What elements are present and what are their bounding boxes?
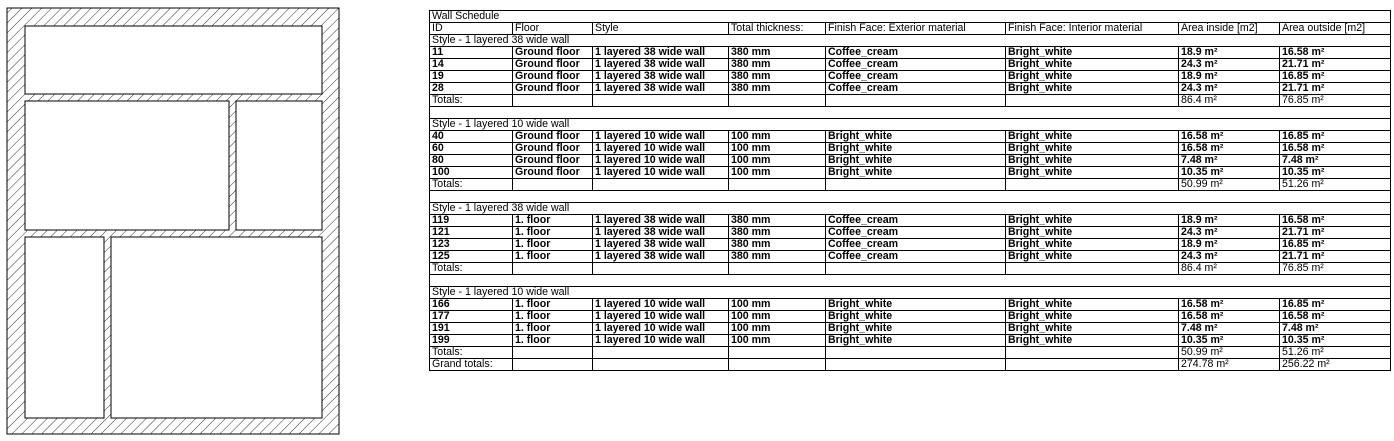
- table-cell: 16.85 m²: [1280, 71, 1391, 83]
- totals-cell: [513, 263, 593, 275]
- spacer-cell: [430, 275, 1391, 287]
- table-cell: Coffee_cream: [826, 83, 1006, 95]
- table-cell: Bright_white: [1006, 59, 1179, 71]
- table-cell: Bright_white: [826, 155, 1006, 167]
- totals-cell: [593, 263, 729, 275]
- table-cell: 380 mm: [729, 251, 826, 263]
- table-cell: Ground floor: [513, 167, 593, 179]
- table-cell: 380 mm: [729, 83, 826, 95]
- group-label: Style - 1 layered 38 wide wall: [430, 203, 1391, 215]
- table-cell: 1. floor: [513, 299, 593, 311]
- table-row: [430, 71, 1391, 83]
- table-cell: 1 layered 38 wide wall: [593, 47, 729, 59]
- totals-cell: [513, 179, 593, 191]
- table-cell: 191: [430, 323, 513, 335]
- table-cell: 1. floor: [513, 311, 593, 323]
- table-cell: Bright_white: [826, 335, 1006, 347]
- totals-row: [430, 347, 1391, 359]
- table-cell: 1. floor: [513, 251, 593, 263]
- grand-totals-cell: [826, 359, 1006, 371]
- table-cell: 60: [430, 143, 513, 155]
- table-cell: 16.85 m²: [1280, 239, 1391, 251]
- table-cell: Bright_white: [826, 143, 1006, 155]
- table-cell: Bright_white: [1006, 167, 1179, 179]
- table-cell: 100 mm: [729, 167, 826, 179]
- table-row: [430, 323, 1391, 335]
- table-cell: 1 layered 10 wide wall: [593, 311, 729, 323]
- table-cell: 1 layered 38 wide wall: [593, 251, 729, 263]
- table-cell: Bright_white: [826, 311, 1006, 323]
- totals-cell: [826, 347, 1006, 359]
- grand-totals-cell: Grand totals:: [430, 359, 513, 371]
- table-row: [430, 143, 1391, 155]
- table-cell: Bright_white: [1006, 131, 1179, 143]
- table-cell: 1. floor: [513, 227, 593, 239]
- floor-plan-drawing: [0, 0, 345, 441]
- group-header-row: [430, 35, 1391, 47]
- table-row: [430, 215, 1391, 227]
- table-cell: Ground floor: [513, 83, 593, 95]
- table-cell: 28: [430, 83, 513, 95]
- grand-totals-row: [430, 359, 1391, 371]
- table-cell: Bright_white: [826, 323, 1006, 335]
- table-cell: 380 mm: [729, 239, 826, 251]
- table-cell: Bright_white: [1006, 83, 1179, 95]
- header-row: [430, 23, 1391, 35]
- totals-cell: [1006, 347, 1179, 359]
- table-row: [430, 311, 1391, 323]
- table-cell: 100 mm: [729, 335, 826, 347]
- table-cell: Bright_white: [1006, 71, 1179, 83]
- totals-cell: [1006, 263, 1179, 275]
- table-cell: Bright_white: [826, 131, 1006, 143]
- table-cell: Ground floor: [513, 143, 593, 155]
- table-cell: 1 layered 38 wide wall: [593, 59, 729, 71]
- table-cell: 1 layered 10 wide wall: [593, 143, 729, 155]
- grand-totals-cell: [513, 359, 593, 371]
- table-row: [430, 59, 1391, 71]
- group-header-row: [430, 119, 1391, 131]
- table-cell: 7.48 m²: [1280, 155, 1391, 167]
- group-label: Style - 1 layered 38 wide wall: [430, 35, 1391, 47]
- totals-cell: 76.85 m²: [1280, 95, 1391, 107]
- column-header: Finish Face: Exterior material: [826, 23, 1006, 35]
- table-cell: 1. floor: [513, 215, 593, 227]
- table-cell: 21.71 m²: [1280, 227, 1391, 239]
- totals-cell: [513, 347, 593, 359]
- table-cell: Ground floor: [513, 71, 593, 83]
- room-bottom-left: [25, 237, 104, 418]
- totals-cell: [593, 179, 729, 191]
- totals-cell: [1006, 179, 1179, 191]
- column-header: Area outside [m2]: [1280, 23, 1391, 35]
- table-cell: 1 layered 10 wide wall: [593, 335, 729, 347]
- table-cell: 123: [430, 239, 513, 251]
- table-cell: 1 layered 38 wide wall: [593, 227, 729, 239]
- group-header-row: [430, 203, 1391, 215]
- table-cell: 10.35 m²: [1280, 167, 1391, 179]
- table-cell: 100 mm: [729, 131, 826, 143]
- spacer-row: [430, 191, 1391, 203]
- totals-cell: Totals:: [430, 263, 513, 275]
- table-cell: Bright_white: [1006, 47, 1179, 59]
- table-cell: 16.58 m²: [1280, 215, 1391, 227]
- totals-cell: 86.4 m²: [1179, 95, 1280, 107]
- table-cell: 100 mm: [729, 155, 826, 167]
- totals-cell: [729, 347, 826, 359]
- table-cell: 80: [430, 155, 513, 167]
- table-cell: 1 layered 38 wide wall: [593, 239, 729, 251]
- spacer-cell: [430, 107, 1391, 119]
- room-bottom-right: [111, 237, 322, 418]
- table-cell: 100 mm: [729, 143, 826, 155]
- column-header: Total thickness:: [729, 23, 826, 35]
- table-cell: Bright_white: [1006, 311, 1179, 323]
- totals-cell: [1006, 95, 1179, 107]
- table-cell: Ground floor: [513, 155, 593, 167]
- grand-totals-cell: 256.22 m²: [1280, 359, 1391, 371]
- table-cell: 1 layered 10 wide wall: [593, 131, 729, 143]
- table-cell: 166: [430, 299, 513, 311]
- totals-row: [430, 95, 1391, 107]
- totals-cell: 50.99 m²: [1179, 347, 1280, 359]
- totals-cell: [593, 95, 729, 107]
- totals-cell: [729, 179, 826, 191]
- table-cell: 24.3 m²: [1179, 59, 1280, 71]
- room-middle-left: [25, 101, 229, 230]
- table-cell: 21.71 m²: [1280, 83, 1391, 95]
- table-cell: 11: [430, 47, 513, 59]
- schedule-title: Wall Schedule: [430, 11, 1391, 23]
- group-header-row: [430, 287, 1391, 299]
- grand-totals-cell: 274.78 m²: [1179, 359, 1280, 371]
- table-cell: 10.35 m²: [1179, 167, 1280, 179]
- table-row: [430, 299, 1391, 311]
- table-cell: 119: [430, 215, 513, 227]
- table-cell: 7.48 m²: [1179, 323, 1280, 335]
- table-cell: Coffee_cream: [826, 71, 1006, 83]
- table-cell: 7.48 m²: [1280, 323, 1391, 335]
- table-cell: Bright_white: [1006, 323, 1179, 335]
- table-cell: Coffee_cream: [826, 47, 1006, 59]
- table-cell: 16.58 m²: [1280, 311, 1391, 323]
- table-cell: 19: [430, 71, 513, 83]
- totals-cell: 50.99 m²: [1179, 179, 1280, 191]
- table-cell: Ground floor: [513, 59, 593, 71]
- table-cell: Coffee_cream: [826, 227, 1006, 239]
- table-cell: 1 layered 10 wide wall: [593, 299, 729, 311]
- table-cell: Ground floor: [513, 131, 593, 143]
- table-row: [430, 131, 1391, 143]
- table-cell: 16.58 m²: [1280, 143, 1391, 155]
- table-cell: 1 layered 10 wide wall: [593, 167, 729, 179]
- table-cell: 1 layered 38 wide wall: [593, 83, 729, 95]
- totals-row: [430, 179, 1391, 191]
- wall-schedule-table: [429, 10, 1391, 371]
- table-cell: 16.58 m²: [1280, 47, 1391, 59]
- table-cell: Ground floor: [513, 47, 593, 59]
- group-label: Style - 1 layered 10 wide wall: [430, 287, 1391, 299]
- table-cell: 125: [430, 251, 513, 263]
- table-cell: 14: [430, 59, 513, 71]
- totals-cell: Totals:: [430, 347, 513, 359]
- table-cell: 18.9 m²: [1179, 215, 1280, 227]
- column-header: Floor: [513, 23, 593, 35]
- table-cell: Bright_white: [1006, 299, 1179, 311]
- column-header: Style: [593, 23, 729, 35]
- table-cell: 16.85 m²: [1280, 131, 1391, 143]
- table-cell: 21.71 m²: [1280, 59, 1391, 71]
- table-cell: 10.35 m²: [1179, 335, 1280, 347]
- table-cell: Coffee_cream: [826, 239, 1006, 251]
- table-cell: 380 mm: [729, 71, 826, 83]
- table-cell: Bright_white: [826, 299, 1006, 311]
- table-cell: 199: [430, 335, 513, 347]
- totals-cell: [826, 263, 1006, 275]
- table-cell: Coffee_cream: [826, 251, 1006, 263]
- totals-cell: [593, 347, 729, 359]
- table-cell: Bright_white: [1006, 251, 1179, 263]
- grand-totals-cell: [593, 359, 729, 371]
- table-cell: 380 mm: [729, 47, 826, 59]
- table-cell: 16.58 m²: [1179, 131, 1280, 143]
- totals-cell: 86.4 m²: [1179, 263, 1280, 275]
- schedule-title-row: [430, 11, 1391, 23]
- table-cell: Bright_white: [1006, 155, 1179, 167]
- totals-cell: 51.26 m²: [1280, 179, 1391, 191]
- room-middle-right: [236, 101, 322, 230]
- totals-cell: 76.85 m²: [1280, 263, 1391, 275]
- table-cell: 24.3 m²: [1179, 251, 1280, 263]
- table-cell: 1 layered 10 wide wall: [593, 323, 729, 335]
- table-cell: Bright_white: [1006, 143, 1179, 155]
- totals-cell: [729, 263, 826, 275]
- table-cell: 100: [430, 167, 513, 179]
- table-cell: 100 mm: [729, 323, 826, 335]
- column-header: ID: [430, 23, 513, 35]
- spacer-row: [430, 107, 1391, 119]
- table-cell: 100 mm: [729, 311, 826, 323]
- totals-row: [430, 263, 1391, 275]
- table-cell: Bright_white: [1006, 335, 1179, 347]
- table-cell: 1 layered 38 wide wall: [593, 71, 729, 83]
- table-row: [430, 47, 1391, 59]
- totals-cell: [513, 95, 593, 107]
- table-cell: 18.9 m²: [1179, 47, 1280, 59]
- table-cell: 1. floor: [513, 323, 593, 335]
- grand-totals-cell: [1006, 359, 1179, 371]
- table-cell: 380 mm: [729, 215, 826, 227]
- table-cell: Bright_white: [1006, 227, 1179, 239]
- table-cell: 1. floor: [513, 239, 593, 251]
- spacer-cell: [430, 191, 1391, 203]
- table-cell: 16.58 m²: [1179, 311, 1280, 323]
- table-cell: 1 layered 38 wide wall: [593, 215, 729, 227]
- table-cell: 40: [430, 131, 513, 143]
- table-row: [430, 227, 1391, 239]
- table-cell: Bright_white: [826, 167, 1006, 179]
- table-cell: Coffee_cream: [826, 215, 1006, 227]
- table-cell: 24.3 m²: [1179, 83, 1280, 95]
- column-header: Area inside [m2]: [1179, 23, 1280, 35]
- table-cell: 18.9 m²: [1179, 239, 1280, 251]
- table-cell: 16.85 m²: [1280, 299, 1391, 311]
- table-row: [430, 83, 1391, 95]
- room-top: [25, 26, 322, 94]
- group-label: Style - 1 layered 10 wide wall: [430, 119, 1391, 131]
- table-row: [430, 167, 1391, 179]
- table-cell: 16.58 m²: [1179, 299, 1280, 311]
- table-cell: 1 layered 10 wide wall: [593, 155, 729, 167]
- totals-cell: [826, 95, 1006, 107]
- totals-cell: [729, 95, 826, 107]
- rooms: [25, 26, 322, 418]
- table-cell: Coffee_cream: [826, 59, 1006, 71]
- column-header: Finish Face: Interior material: [1006, 23, 1179, 35]
- spacer-row: [430, 275, 1391, 287]
- table-cell: 100 mm: [729, 299, 826, 311]
- table-row: [430, 335, 1391, 347]
- table-cell: 380 mm: [729, 227, 826, 239]
- table-cell: 7.48 m²: [1179, 155, 1280, 167]
- table-cell: Bright_white: [1006, 215, 1179, 227]
- totals-cell: [826, 179, 1006, 191]
- grand-totals-cell: [729, 359, 826, 371]
- table-cell: 380 mm: [729, 59, 826, 71]
- table-cell: 18.9 m²: [1179, 71, 1280, 83]
- table-cell: 177: [430, 311, 513, 323]
- totals-cell: Totals:: [430, 179, 513, 191]
- table-row: [430, 239, 1391, 251]
- table-row: [430, 251, 1391, 263]
- table-cell: 1. floor: [513, 335, 593, 347]
- table-row: [430, 155, 1391, 167]
- table-cell: 24.3 m²: [1179, 227, 1280, 239]
- totals-cell: 51.26 m²: [1280, 347, 1391, 359]
- table-cell: 21.71 m²: [1280, 251, 1391, 263]
- totals-cell: Totals:: [430, 95, 513, 107]
- table-cell: 10.35 m²: [1280, 335, 1391, 347]
- table-cell: 121: [430, 227, 513, 239]
- table-cell: Bright_white: [1006, 239, 1179, 251]
- table-cell: 16.58 m²: [1179, 143, 1280, 155]
